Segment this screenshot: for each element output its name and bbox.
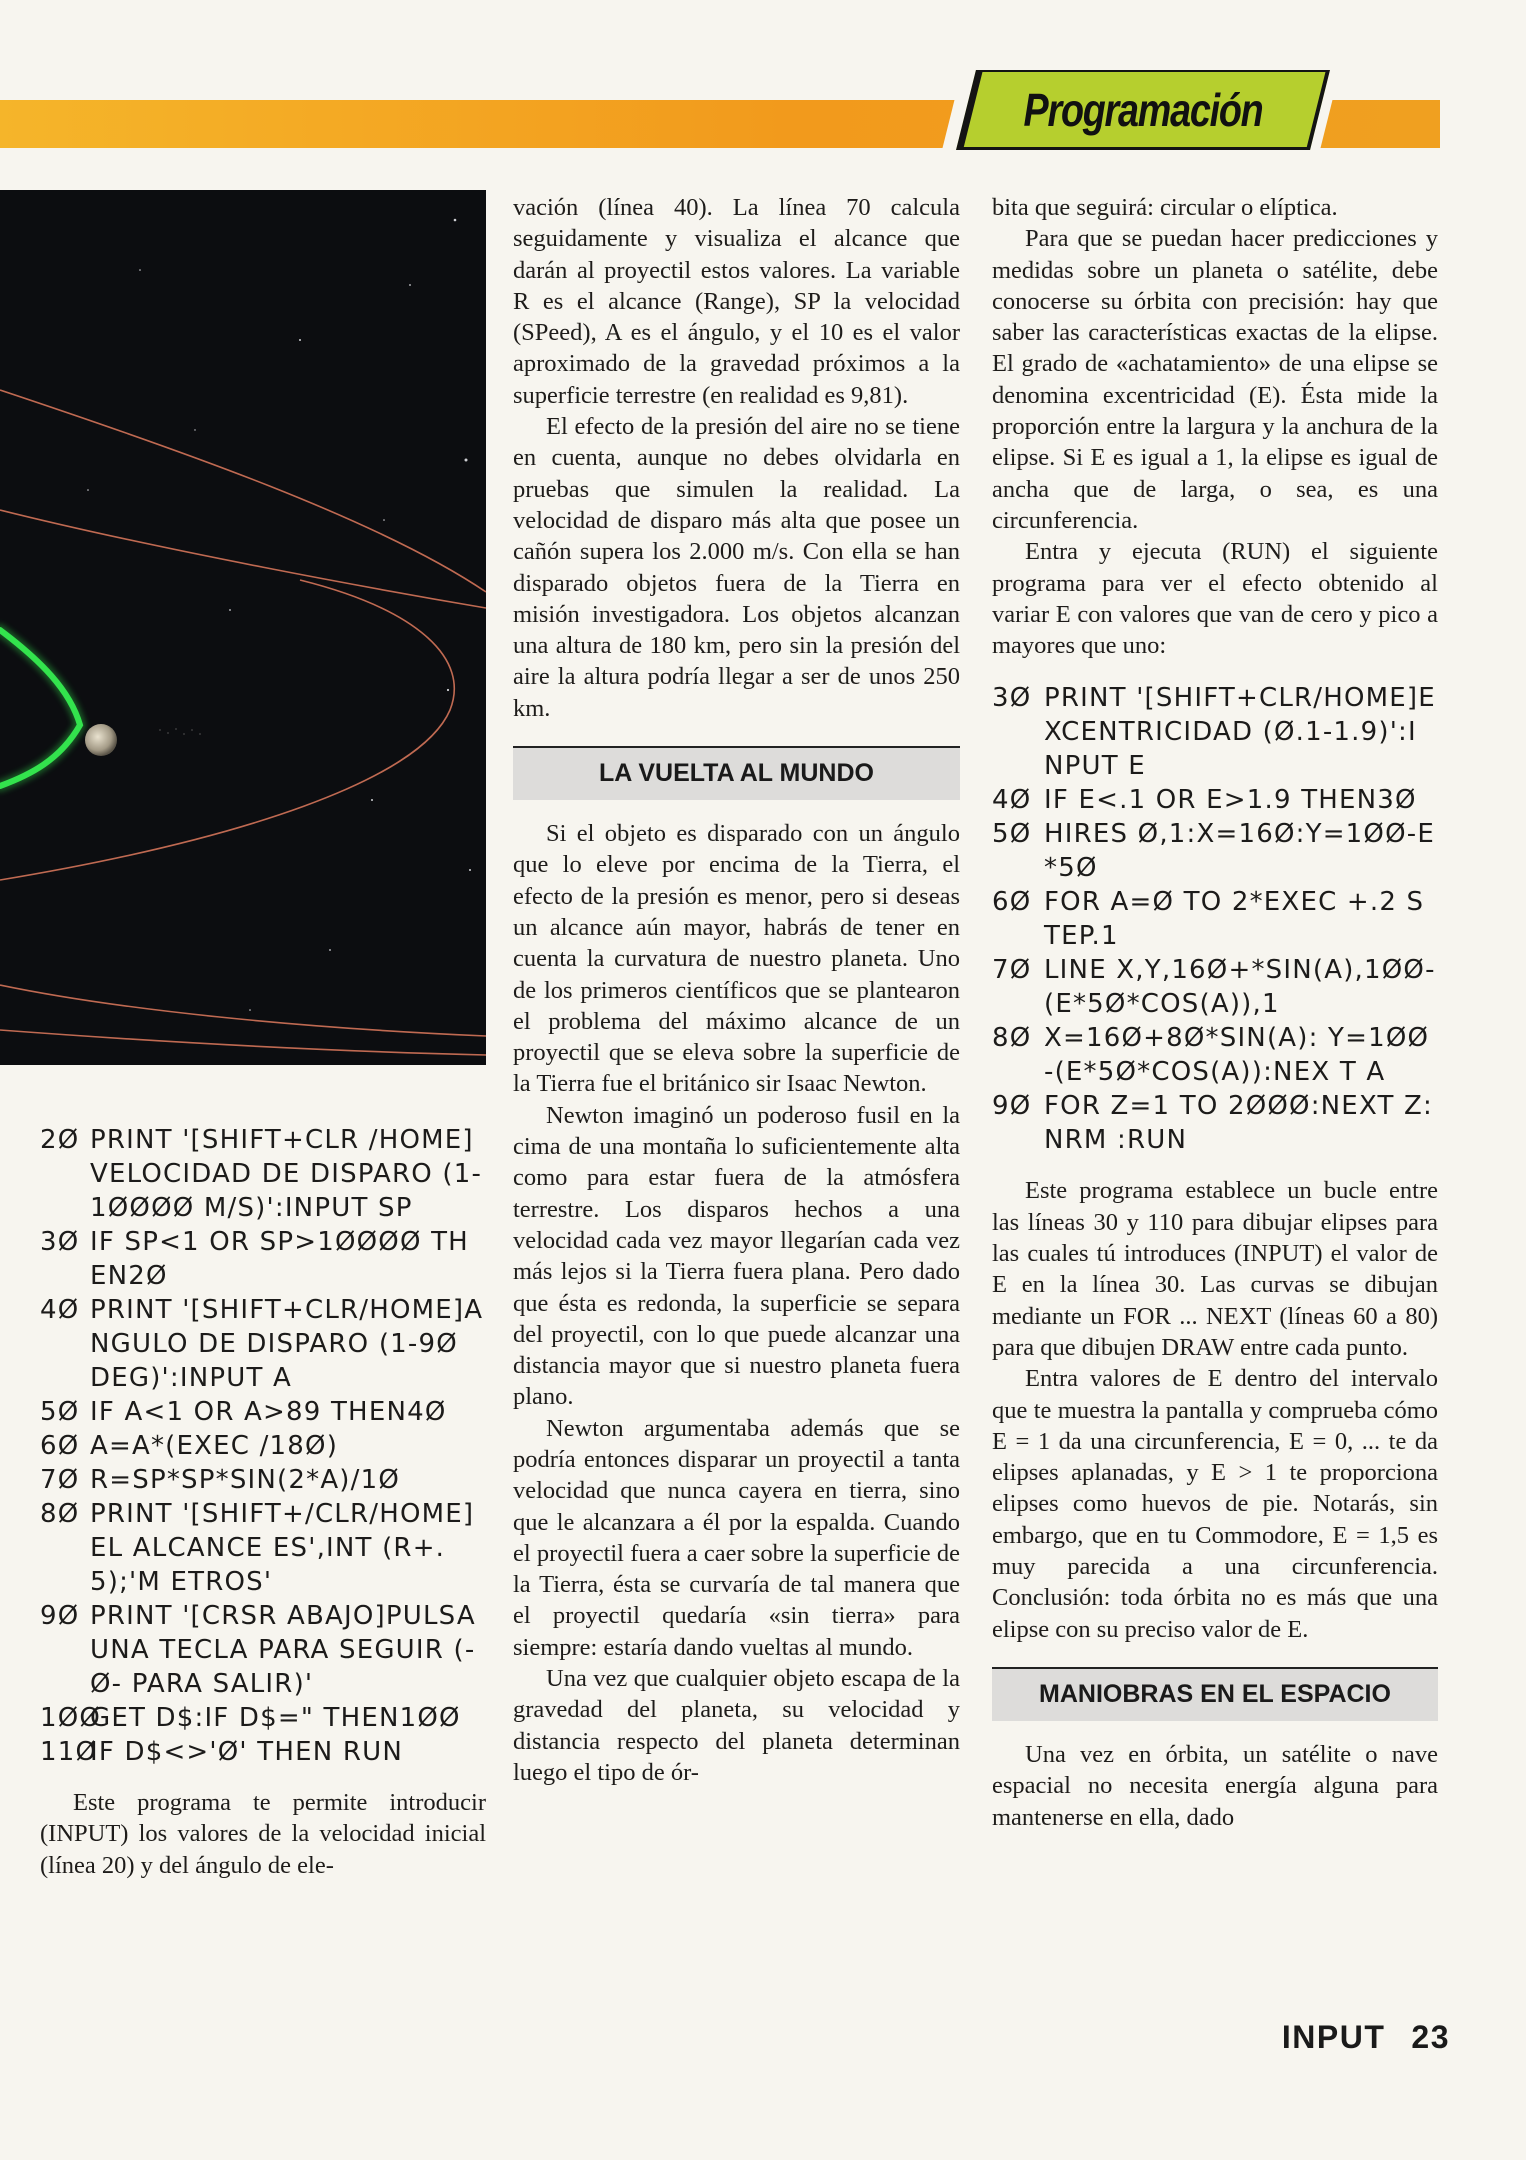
- code-text: IF D$<>'Ø' THEN RUN: [90, 1737, 403, 1767]
- paragraph: Una vez que cualquier objeto escapa de la gravedad del planeta, su velocidad y distancia respecto del planeta determinan luego el tipo de ór-: [513, 1665, 960, 1786]
- paragraph: vación (línea 40). La línea 70 calcula seguidamente y visualiza el alcance que darán al proyectil estos valores. La variable R es el alcance (Range), SP la velocidad (SPeed), A es el ángulo, y el 10 es el valor aproximado de la gravedad próximos a la superficie terrestre (en realidad es 9,81).: [513, 194, 960, 409]
- code-text: PRINT '[SHIFT+/CLR/HOME]EL ALCANCE ES',INT (R+.5);'M ETROS': [90, 1499, 475, 1597]
- code-line: [40, 1293, 486, 1395]
- orbit-illustration: [0, 190, 486, 1065]
- column-3: [992, 192, 1438, 1833]
- section-heading: MANIOBRAS EN EL ESPACIO: [992, 1667, 1438, 1721]
- paragraph: El efecto de la presión del aire no se tiene en cuenta, aunque no debes olvidarla en pruebas que simulen la realidad. La velocidad de disparo más alta que posee un cañón supera los 2.000 m/s. Con ella se han disparado objetos fuera de la Tierra en misión investigadora. Los objetos alcanzan una altura de 180 km, pero sin la presión del aire la altura podría llegar a ser de unos 250 km.: [513, 413, 960, 722]
- code-line: [40, 1735, 486, 1769]
- code-text: HIRES Ø,1:X=16Ø:Y=1ØØ-E*5Ø: [1044, 819, 1435, 884]
- code-line: [40, 1123, 486, 1225]
- paragraph: Este programa te permite introducir (INPUT) los valores de la velocidad inicial (línea 20) y del ángulo de ele-: [40, 1789, 486, 1879]
- code-line: [40, 1395, 486, 1429]
- paragraph: Entra y ejecuta (RUN) el siguiente programa para ver el efecto obtenido al variar E con valores que van de cero y pico a mayores que uno:: [992, 538, 1438, 660]
- code-line: [992, 817, 1438, 885]
- code-line: [992, 681, 1438, 783]
- code-line: [992, 783, 1438, 817]
- magazine-name: INPUT: [1281, 2019, 1386, 2055]
- column-2: [513, 192, 960, 1788]
- moon: [85, 724, 117, 756]
- code-line: [992, 953, 1438, 1021]
- code-text: GET D$:IF D$=" THEN1ØØ: [90, 1703, 461, 1733]
- line-number: 7Ø: [40, 1465, 80, 1495]
- code-text: FOR A=Ø TO 2*EXEC +.2 STEP.1: [1044, 887, 1425, 952]
- planet-orbit-image: [0, 190, 486, 1065]
- line-number: 5Ø: [40, 1397, 80, 1427]
- paragraph: Si el objeto es disparado con un ángulo que lo eleve por encima de la Tierra, el efecto de la presión es menor, pero si deseas un alcance aún mayor, habrás de tener en cuenta la curvatura de nuestro planeta. Uno de los primeros científicos que se plantearon el problema del máximo alcance de un proyectil que se eleva sobre la superficie de la Tierra fue el británico sir Isaac Newton.: [513, 820, 960, 1098]
- code-text: IF SP<1 OR SP>1ØØØØ THEN2Ø: [90, 1227, 469, 1291]
- paragraph: Entra valores de E dentro del intervalo que te muestra la pantalla y comprueba cómo E = 1 da una circunferencia, E = 0, ... te da elipses aplanadas, y E > 1 te proporciona elipses como huevos de pie. Notarás, sin embargo, que en tu Commodore, E = 1,5 es muy parecida a una circunferencia. Conclusión: toda órbita no es más que una elipse con su preciso valor de E.: [992, 1365, 1438, 1643]
- line-number: 7Ø: [992, 955, 1032, 986]
- code-text: PRINT '[SHIFT+CLR/HOME]E XCENTRICIDAD (Ø.1-1.9)':I NPUT E: [1044, 683, 1436, 782]
- code-line: [40, 1225, 486, 1293]
- column-1: [40, 1123, 486, 1881]
- line-number: 6Ø: [992, 887, 1032, 918]
- section-heading: LA VUELTA AL MUNDO: [513, 746, 960, 800]
- line-number: 4Ø: [40, 1295, 80, 1325]
- line-number: 4Ø: [992, 785, 1032, 816]
- code-text: R=SP*SP*SIN(2*A)/1Ø: [90, 1465, 401, 1495]
- code-listing-1: [40, 1123, 486, 1769]
- line-number: 11Ø: [40, 1737, 98, 1767]
- code-text: IF E<.1 OR E>1.9 THEN3Ø: [1044, 785, 1417, 816]
- line-number: 1ØØ: [40, 1703, 102, 1733]
- code-line: [40, 1429, 486, 1463]
- line-number: 2Ø: [40, 1125, 80, 1155]
- line-number: 9Ø: [992, 1091, 1032, 1122]
- code-line: [40, 1701, 486, 1735]
- code-text: PRINT '[SHIFT+CLR/HOME]ANGULO DE DISPARO (1-9Ø DEG)':INPUT A: [90, 1295, 484, 1393]
- paragraph: bita que seguirá: circular o elíptica.: [992, 194, 1338, 221]
- code-line: [40, 1463, 486, 1497]
- code-line: [992, 1021, 1438, 1089]
- line-number: 5Ø: [992, 819, 1032, 850]
- code-line: [40, 1497, 486, 1599]
- code-text: A=A*(EXEC /18Ø): [90, 1431, 339, 1461]
- line-number: 3Ø: [992, 683, 1032, 714]
- line-number: 9Ø: [40, 1601, 80, 1631]
- line-number: 8Ø: [992, 1023, 1032, 1054]
- code-line: [992, 885, 1438, 953]
- paragraph: Newton argumentaba además que se podría entonces disparar un proyectil a tanta velocidad que nunca cayera en tierra, sino que le alcanzara a él por la espalda. Cuando el proyectil fuera a caer sobre la superficie de la Tierra, ésta se curvaría de tal manera que el proyectil quedaría «sin tierra» para siempre: estaría dando vueltas al mundo.: [513, 1414, 960, 1661]
- paragraph: Este programa establece un bucle entre las líneas 30 y 110 para dibujar elipses para las cuales tú introduces (INPUT) el valor de E en la línea 30. Las curvas se dibujan mediante un FOR ... NEXT (líneas 60 a 80) para que dibujen DRAW entre cada punto.: [992, 1177, 1438, 1361]
- line-number: 8Ø: [40, 1499, 80, 1529]
- code-text: LINE X,Y,16Ø+*SIN(A),1ØØ-(E*5Ø*COS(A)),1: [1044, 955, 1436, 1020]
- code-line: [992, 1089, 1438, 1157]
- paragraph: Para que se puedan hacer predicciones y medidas sobre un planeta o satélite, debe conocerse su órbita con precisión: hay que saber las características exactas de la elipse. El grado de «achatamiento» de una elipse se denomina excentricidad (E). Ésta mide la proporción entre la largura y la anchura de la elipse. Si E es igual a 1, la elipse es igual de ancha que de larga, o sea, es una circunferencia.: [992, 225, 1438, 534]
- line-number: 3Ø: [40, 1227, 80, 1257]
- paragraph: Una vez en órbita, un satélite o nave espacial no necesita energía alguna para mantenerse en ella, dado: [992, 1740, 1438, 1831]
- code-text: PRINT '[SHIFT+CLR /HOME]VELOCIDAD DE DISPARO (1-1ØØØØ M/S)':INPUT SP: [90, 1125, 483, 1223]
- code-line: [40, 1599, 486, 1701]
- section-tag-title: Programación: [1023, 84, 1263, 136]
- page-folio: [1250, 2019, 1450, 2056]
- code-text: PRINT '[CRSR ABAJO]PULSA UNA TECLA PARA SEGUIR (-Ø- PARA SALIR)': [90, 1601, 476, 1699]
- code-text: X=16Ø+8Ø*SIN(A): Y=1ØØ-(E*5Ø*COS(A)):NEX T A: [1044, 1023, 1430, 1088]
- code-text: IF A<1 OR A>89 THEN4Ø: [90, 1397, 447, 1427]
- page-number: 23: [1411, 2019, 1450, 2055]
- paragraph: Newton imaginó un poderoso fusil en la cima de una montaña lo suficientemente alta como para estar fuera de la atmósfera terrestre. Los disparos hechos a una velocidad cada vez mayor llegarían cada vez más lejos si la Tierra fuera plana. Pero dado que ésta es redonda, la superficie se separa del proyectil, con lo que puede alcanzar una distancia mayor que si nuestro planeta fuera plano.: [513, 1101, 960, 1411]
- code-listing-2: [992, 681, 1438, 1157]
- code-text: FOR Z=1 TO 2ØØØ:NEXT Z:NRM :RUN: [1044, 1091, 1434, 1156]
- line-number: 6Ø: [40, 1431, 80, 1461]
